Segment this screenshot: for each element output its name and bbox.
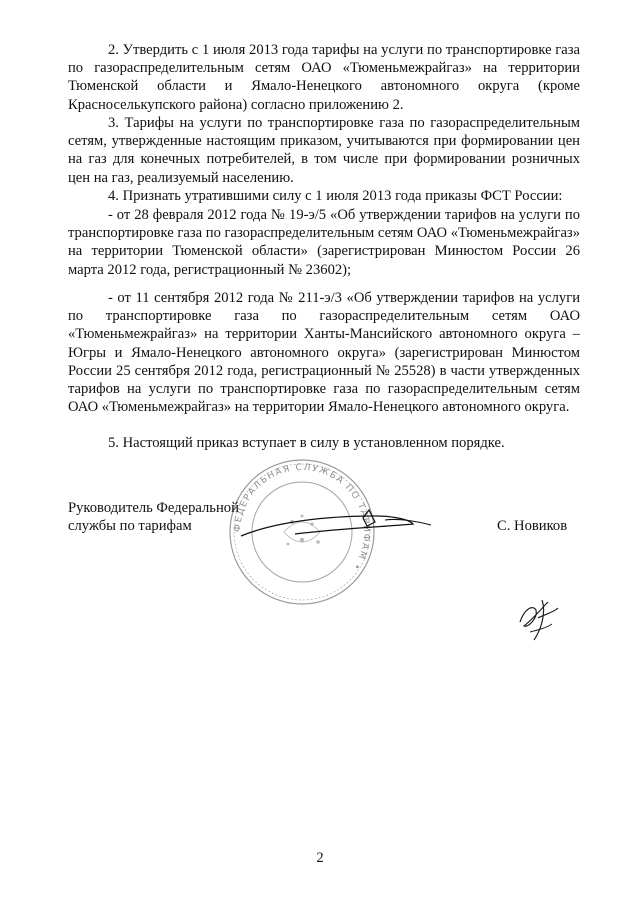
- paragraph-5-text: 5. Настоящий приказ вступает в силу в установленном порядке.: [108, 435, 505, 451]
- handwritten-initials-icon: [512, 588, 562, 648]
- paragraph-4a-text: - от 28 февраля 2012 года № 19-э/5 «Об утверждении тарифов на услуги по транспортировке газа по газораспределительным сетям ОАО «Тюменьмежрайгаз» на территории Тюменской области» (зарегистрирован Минюстом России 26 марта 2012 года, регистрационный № 23602);: [68, 207, 580, 278]
- page-number: 2: [316, 850, 324, 866]
- paragraph-3: [68, 114, 580, 187]
- paragraph-4b-text: - от 11 сентября 2012 года № 211-э/3 «Об утверждении тарифов на услуги по транспортировке газа по газораспределительным сетям ОАО «Тюменьмежрайгаз» на территории Ханты-Мансийского автономного округа – Югры и Ямало-Ненецкого автономного округа» (зарегистрирован Минюстом России 25 сентября 2012 года, регистрационный № 25528) в части утвержденных тарифов на услуги по транспортировке газа по газораспределительным сетям ОАО «Тюменьмежрайгаз» на территории Ямало-Ненецкого автономного округа.: [68, 290, 580, 416]
- signatory-position-line1: Руководитель Федеральной: [68, 500, 239, 516]
- paragraph-2-text: 2. Утвердить с 1 июля 2013 года тарифы на услуги по транспортировке газа по газораспределительным сетям ОАО «Тюменьмежрайгаз» на территории Тюменской области и Ямало-Ненецкого автономного округа (кроме Красноселькупского района) согласно приложению 2.: [68, 42, 580, 113]
- paragraph-2: [68, 41, 580, 114]
- paragraph-4-item-b: [68, 289, 580, 416]
- paragraph-3-text: 3. Тарифы на услуги по транспортировке газа по газораспределительным сетям, утвержденные настоящим приказом, учитываются при формировании цен на газ для конечных потребителей, в том числе при формировании розничных цен на газ, реализуемый населению.: [68, 115, 580, 186]
- paragraph-5: [68, 434, 580, 452]
- handwritten-signature-icon: [235, 498, 435, 558]
- signatory-position-line2: службы по тарифам: [68, 518, 192, 535]
- signatory-name: С. Новиков: [497, 518, 568, 534]
- svg-text:ФЕДЕРАЛЬНАЯ СЛУЖБА ПО ТАРИФАМ: ФЕДЕРАЛЬНАЯ СЛУЖБА ПО ТАРИФАМ •: [232, 462, 372, 573]
- paragraph-4: [68, 187, 580, 205]
- paragraph-4-item-a: [68, 206, 580, 279]
- signatory-position: [68, 499, 239, 535]
- paragraph-4-text: 4. Признать утратившими силу с 1 июля 2013 года приказы ФСТ России:: [108, 188, 563, 204]
